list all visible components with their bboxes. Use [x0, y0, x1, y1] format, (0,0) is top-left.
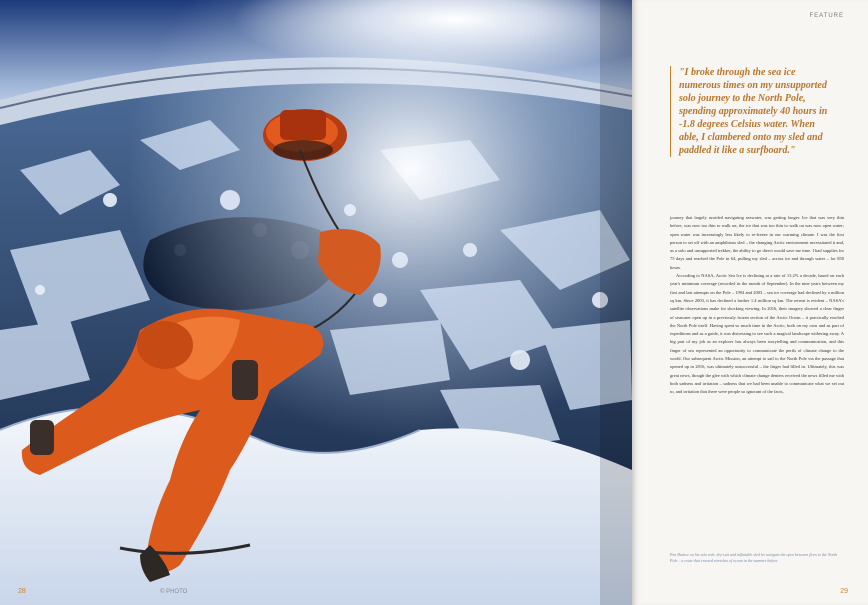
article-paragraph: According to NASA, Arctic Sea Ice is declining at a rate of 13.2% a decade, based on each year's minimum coverage (recorded in the month of September). In the nine years between my first and last attempts on the Pole – 1994 and 2003 – sea ice coverage had declined by a million sq km. Since 2003, it has declined a further 1.4 million sq km. The retreat is evident – NASA's satellite observations make for shocking viewing. In 2016, their imagery showed a clear finger of seawater open up in a previously frozen section of the Arctic Ocean – it practically reached the North Pole itself. Having spent so much time in the Arctic, both on my own and as part of expeditions and as a guide, it was distressing to see such a magical landscape withering away. A big part of my job as an explorer has always been storytelling and communication, and this finger of sea represented an opportunity to communicate the perils of climate change to the world. Our subsequent Arctic Mission, an attempt to sail to the North Pole via the passage that opened up in 2016, was ultimately unsuccessful – the finger had filled in. Ultimately, this was great news, though the glee with which climate change deniers received the news filled me with both sadness and irritation – sadness that we had been unable to communicate what we set out to, and irritation that there were people so ignorant of the facts,	[670, 273, 844, 395]
section-label: FEATURE	[809, 13, 844, 19]
article-body	[670, 214, 844, 397]
photo-credit: © PHOTO	[160, 589, 188, 595]
article-page	[632, 0, 868, 605]
right-page-number: 29	[840, 588, 848, 595]
article-paragraph: journey that largely avoided navigating seawater, was getting longer. Ice that was very thin before, was now too thin to walk on; the ice that was too thin to walk on was now open water; open water was increasingly less likely to re-freeze in our warming climate. I was the first person to set off with an amphibious sled – the changing Arctic environment necessitated it and, as a solo and unsupported trekker, the ability to go direct would save me time. I had supplies for 75 days and reached the Pole in 64, pulling my sled – across ice and through water – for 850 hours.	[670, 215, 844, 270]
left-page-number: 28	[18, 588, 26, 595]
pull-quote: "I broke through the sea ice numerous times on my unsupported solo journey to the North Pole, spending approximately 40 hours in -1.8 degrees Celsius water. When able, I clambered onto my sled and paddled it like a surfboard."	[670, 66, 829, 157]
photo-caption: Pen Hadow on his solo trek: dry-suit and inflatable sled let navigate the open between floes to the North Pole – a route that crossed stretches of ocean in the summer before.	[670, 552, 838, 563]
